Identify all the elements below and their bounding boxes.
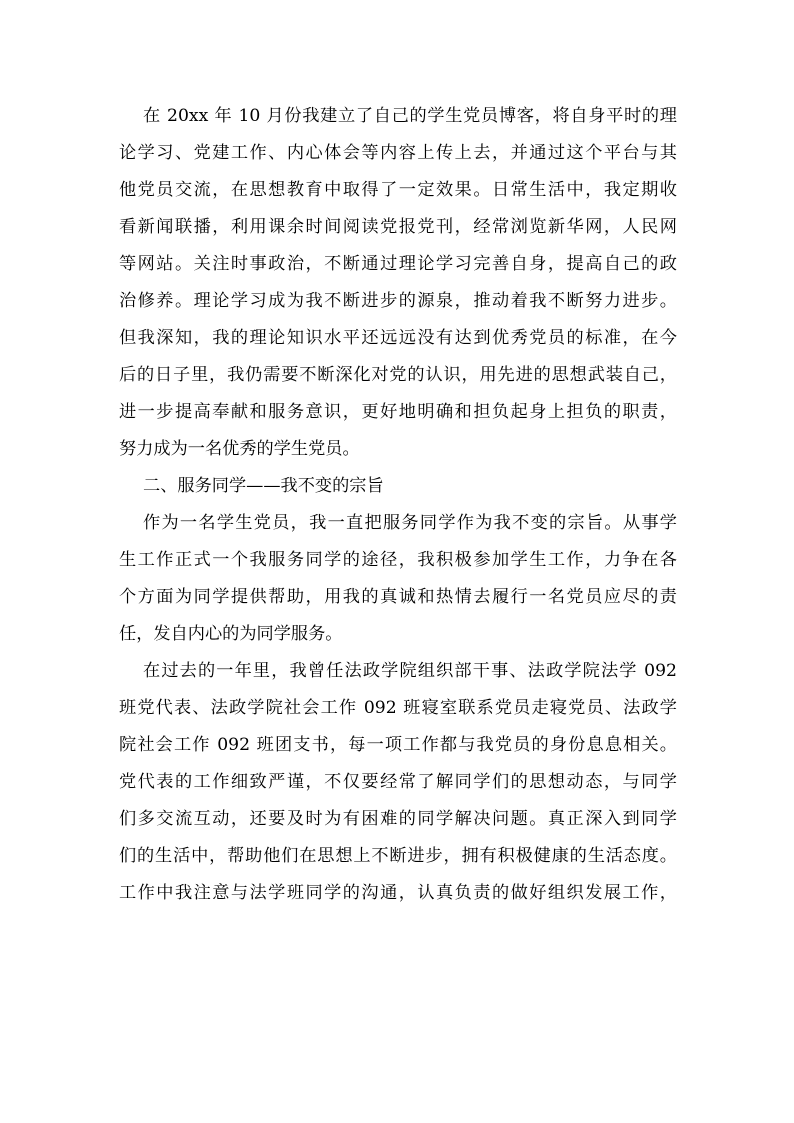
document-body [119, 98, 677, 912]
paragraph-service-purpose [119, 505, 677, 653]
paragraph-line: 党代表的工作细致严谨，不仅要经常了解同学们的思想动态，与同学 [119, 772, 677, 792]
paragraph-line: 任，发自内心的为同学服务。 [119, 624, 343, 644]
paragraph-past-year-roles [119, 653, 677, 912]
section-heading: 二、服务同学——我不变的宗旨 [143, 476, 384, 496]
paragraph-line: 论学习、党建工作、内心体会等内容上传上去，并通过这个平台与其 [119, 143, 677, 163]
paragraph-line: 努力成为一名优秀的学生党员。 [119, 439, 360, 459]
paragraph-line: 治修养。理论学习成为我不断进步的源泉，推动着我不断努力进步。 [119, 291, 677, 311]
paragraph-line: 在过去的一年里，我曾任法政学院组织部干事、法政学院法学 092 [143, 661, 677, 681]
paragraph-blog-study [119, 98, 677, 468]
paragraph-line: 他党员交流，在思想教育中取得了一定效果。日常生活中，我定期收 [119, 180, 677, 200]
paragraph-line: 在 20xx 年 10 月份我建立了自己的学生党员博客，将自身平时的理 [143, 106, 677, 126]
paragraph-line: 进一步提高奉献和服务意识，更好地明确和担负起身上担负的职责， [119, 402, 677, 422]
paragraph-line: 个方面为同学提供帮助，用我的真诚和热情去履行一名党员应尽的责 [119, 587, 677, 607]
paragraph-line: 院社会工作 092 班团支书，每一项工作都与我党员的身份息息相关。 [119, 735, 677, 755]
section-heading-serve-classmates [119, 468, 677, 505]
paragraph-line: 但我深知，我的理论知识水平还远远没有达到优秀党员的标准，在今 [119, 328, 677, 348]
paragraph-line: 工作中我注意与法学班同学的沟通，认真负责的做好组织发展工作， [119, 883, 677, 903]
paragraph-line: 们多交流互动，还要及时为有困难的同学解决问题。真正深入到同学 [119, 809, 677, 829]
paragraph-line: 生工作正式一个我服务同学的途径，我积极参加学生工作，力争在各 [119, 550, 677, 570]
paragraph-line: 看新闻联播，利用课余时间阅读党报党刊，经常浏览新华网，人民网 [119, 217, 677, 237]
paragraph-line: 作为一名学生党员，我一直把服务同学作为我不变的宗旨。从事学 [143, 513, 677, 533]
paragraph-line: 等网站。关注时事政治，不断通过理论学习完善自身，提高自己的政 [119, 254, 677, 274]
paragraph-line: 们的生活中，帮助他们在思想上不断进步，拥有积极健康的生活态度。 [119, 846, 677, 866]
paragraph-line: 班党代表、法政学院社会工作 092 班寝室联系党员走寝党员、法政学 [119, 698, 677, 718]
paragraph-line: 后的日子里，我仍需要不断深化对党的认识，用先进的思想武装自己， [119, 365, 677, 385]
